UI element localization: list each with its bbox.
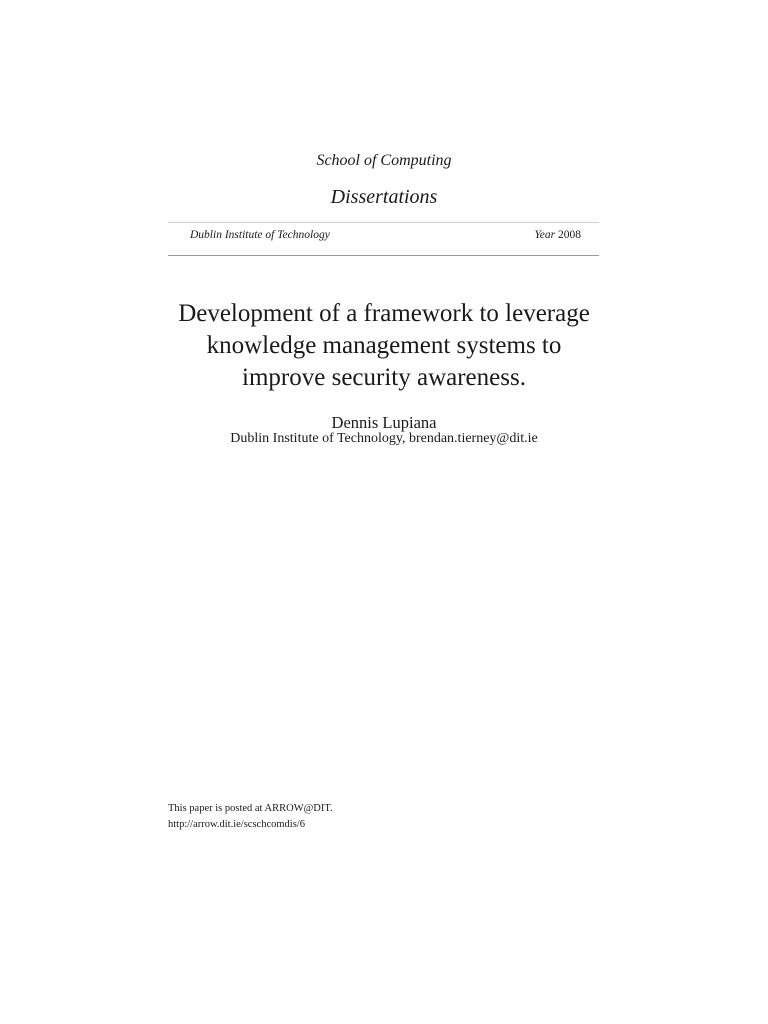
year-value: 2008 xyxy=(558,229,581,241)
bottom-rule xyxy=(168,255,599,256)
posting-note xyxy=(168,801,333,833)
author-name: Dennis Lupiana xyxy=(331,413,437,432)
year-label: Year xyxy=(534,229,556,241)
paper-title xyxy=(120,298,648,394)
repository-link[interactable]: http://arrow.dit.ie/scschcomdis/6 xyxy=(168,819,305,830)
title-line: Development of a framework to leverage xyxy=(178,300,590,327)
title-line: improve security awareness. xyxy=(242,364,526,391)
title-line: knowledge management systems to xyxy=(206,332,562,359)
header-institution: Dublin Institute of Technology xyxy=(190,229,330,241)
author-affiliation: Dublin Institute of Technology, brendan.tierney@dit.ie xyxy=(230,431,538,446)
series-name: Dissertations xyxy=(330,186,438,208)
top-rule xyxy=(168,222,599,223)
header-year xyxy=(534,229,581,241)
posted-text: This paper is posted at ARROW@DIT. xyxy=(168,803,333,814)
school-name: School of Computing xyxy=(316,152,452,169)
